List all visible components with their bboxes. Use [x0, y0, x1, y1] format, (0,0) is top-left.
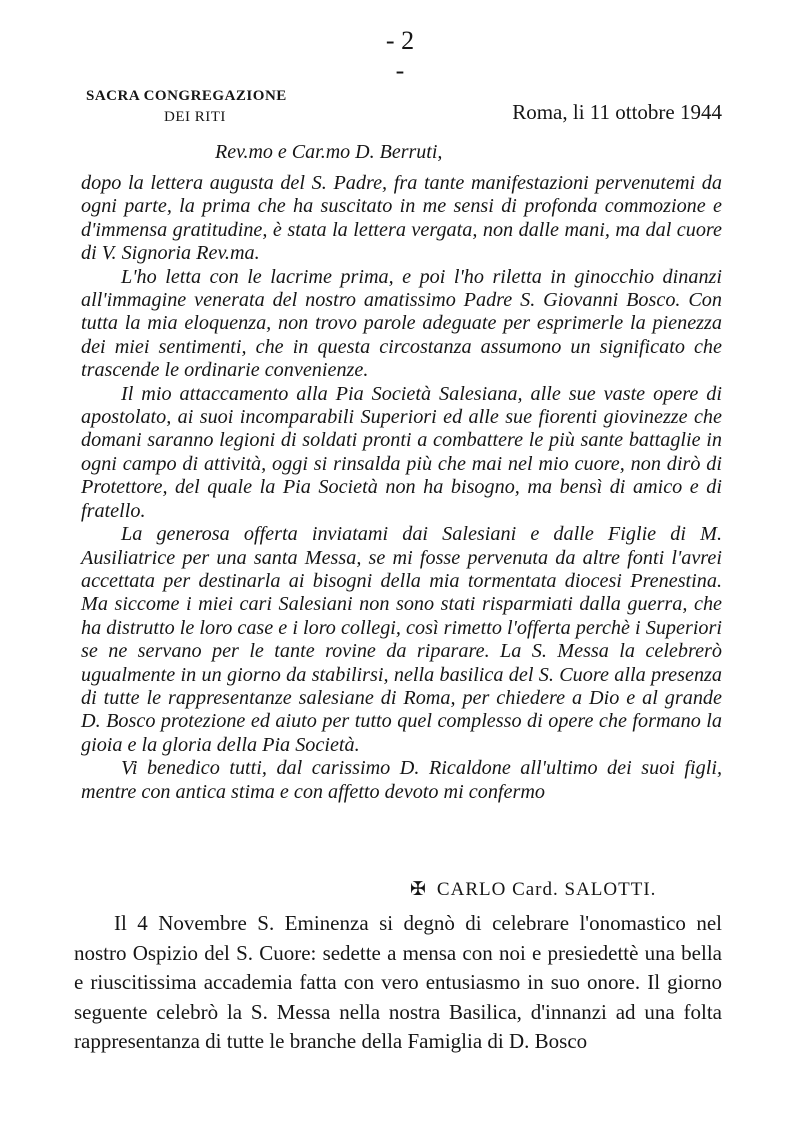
signature: [410, 878, 656, 901]
letterhead-line-2: DEI RITI: [164, 109, 226, 125]
cross-icon: ✠: [410, 879, 427, 900]
salutation: Rev.mo e Car.mo D. Berruti,: [215, 141, 443, 163]
letter-body: [81, 172, 722, 804]
letter-paragraph: La generosa offerta inviatami dai Salesiani e dalle Figlie di M. Ausiliatrice per una santa Messa, se mi fosse pervenuta da altre fonti l'avrei accettata per destinarla ai bisogni della mia tormentata diocesi Prenestina. Ma siccome i miei cari Salesiani non sono stati risparmiati dalla guerra, che ha distrutto le loro case e i loro collegi, così rimetto l'offerta perchè i Superiori se ne servano per le tante rovine da riparare. La S. Messa la celebrerò ugualmente in un giorno da stabilirsi, nella basilica del S. Cuore alla presenza di tutte le rappresentanze salesiane di Roma, per chiedere a Dio e al grande D. Bosco protezione ed aiuto per tutto quel complesso di opere che formano la gioia e la gloria della Pia Società.: [81, 523, 722, 756]
page-number: - 2 -: [385, 26, 415, 85]
narrative-paragraph: Il 4 Novembre S. Eminenza si degnò di celebrare l'onomastico nel nostro Ospizio del S. Cuore: sedette a mensa con noi e presiedettè una bella e riuscitissima accademia fatta con vero entusiasmo in suo onore. Il giorno seguente celebrò la S. Messa nella nostra Basilica, d'innanzi ad una folta rappresentanza di tutte le branche della Famiglia di D. Bosco: [74, 911, 722, 1053]
letter-paragraph: Vi benedico tutti, dal carissimo D. Ricaldone all'ultimo dei suoi figli, mentre con antica stima e con affetto devoto mi confermo: [81, 757, 722, 803]
letter-paragraph: dopo la lettera augusta del S. Padre, fra tante manifestazioni pervenutemi da ogni parte, la prima che ha suscitato in me sensi di profonda commozione e d'immensa gratitudine, è stata la lettera vergata, non dalle mani, ma dal cuore di V. Signoria Rev.ma.: [81, 172, 722, 265]
place-date: Roma, li 11 ottobre 1944: [512, 100, 722, 124]
letter-paragraph: Il mio attaccamento alla Pia Società Salesiana, alle sue vaste opere di apostolato, ai suoi incomparabili Superiori ed alle sue fiorenti giovinezze che domani saranno legioni di soldati pronti a combattere le più sante battaglie in ogni campo di attività, oggi si rinsalda più che mai nel mio cuore, non dirò di Protettore, del quale la Pia Società non ha bisogno, ma bensì di amico e di fratello.: [81, 382, 722, 522]
narrative-text: [74, 909, 722, 1057]
signature-name: CARLO Card. SALOTTI.: [436, 879, 657, 900]
letter-paragraph: L'ho letta con le lacrime prima, e poi l'ho riletta in ginocchio dinanzi all'immagine venerata del nostro amatissimo Padre S. Giovanni Bosco. Con tutta la mia eloquenza, non trovo parole adeguate per esprimerle la pienezza dei miei sentimenti, che in questa circostanza assumono un significato che trascende le ordinarie convenienze.: [81, 265, 722, 382]
letterhead: [86, 86, 287, 128]
letterhead-line-1: SACRA CONGREGAZIONE: [86, 88, 287, 104]
